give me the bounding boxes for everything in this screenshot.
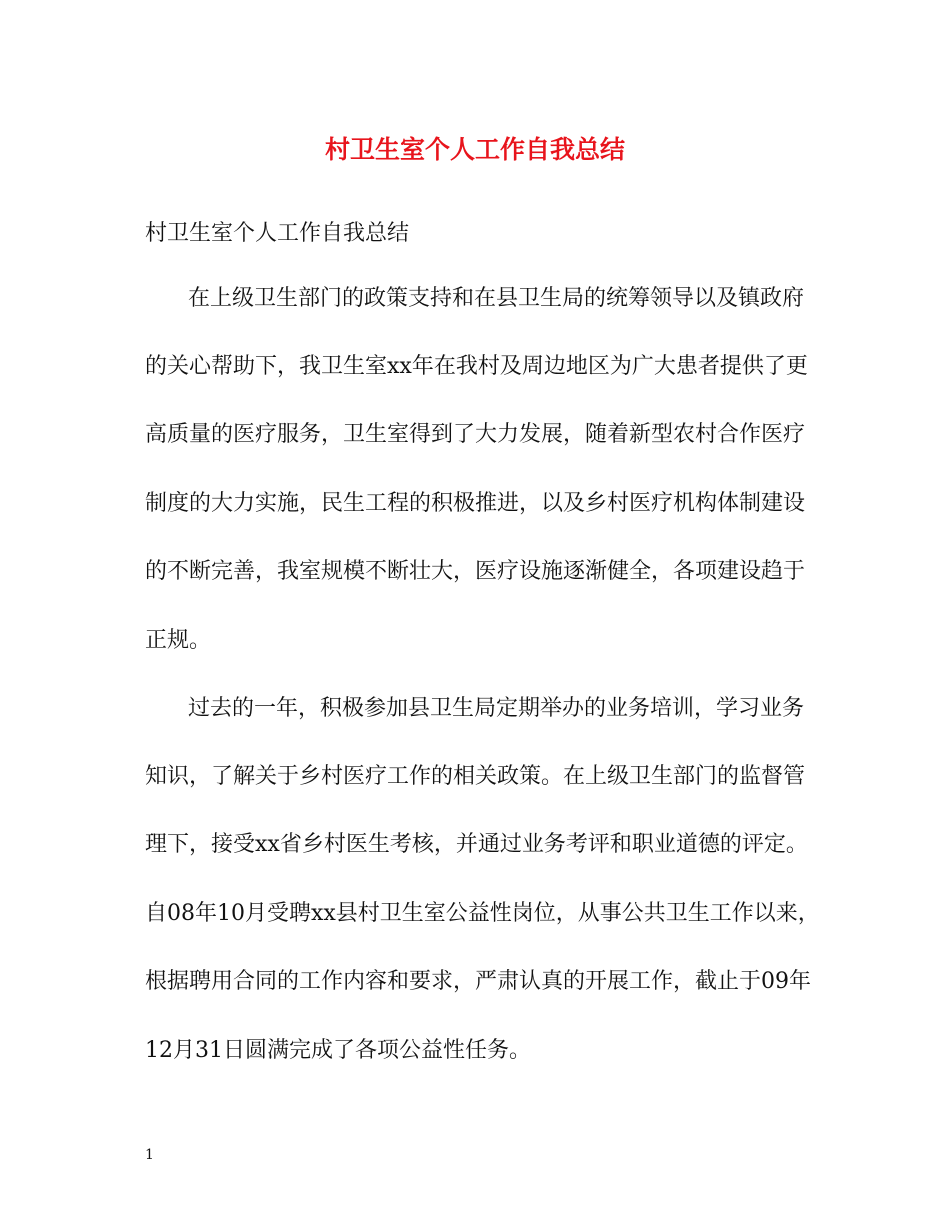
paragraph-2-line-6: 12月31日圆满完成了各项公益性任务。 <box>145 1038 531 1063</box>
document-title: 村卫生室个人工作自我总结 <box>324 135 625 164</box>
paragraph-1-line-1: 在上级卫生部门的政策支持和在县卫生局的统筹领导以及镇政府 <box>188 286 805 311</box>
paragraph-2-line-2: 知识，了解关于乡村医疗工作的相关政策。在上级卫生部门的监督管 <box>145 764 806 789</box>
paragraph-1-line-4: 制度的大力实施，民生工程的积极推进，以及乡村医疗机构体制建设 <box>145 491 806 516</box>
paragraph-2-line-5: 根据聘用合同的工作内容和要求，严肃认真的开展工作，截止于09年 <box>145 969 811 994</box>
paragraph-2-line-1: 过去的一年，积极参加县卫生局定期举办的业务培训，学习业务 <box>188 696 805 721</box>
paragraph-2-line-4: 自08年10月受聘xx县村卫生室公益性岗位，从事公共卫生工作以来， <box>145 901 820 926</box>
document-subtitle: 村卫生室个人工作自我总结 <box>145 221 410 246</box>
paragraph-1-line-3: 高质量的医疗服务，卫生室得到了大力发展，随着新型农村合作医疗 <box>145 422 806 447</box>
paragraph-1-line-5: 的不断完善，我室规模不断壮大，医疗设施逐渐健全，各项建设趋于 <box>145 559 806 584</box>
paragraph-1-line-2: 的关心帮助下，我卫生室xx年在我村及周边地区为广大患者提供了更 <box>145 354 808 379</box>
paragraph-1-line-6: 正规。 <box>145 628 212 653</box>
page-number: 1 <box>145 1147 154 1163</box>
paragraph-2-line-3: 理下，接受xx省乡村医生考核，并通过业务考评和职业道德的评定。 <box>145 832 808 857</box>
